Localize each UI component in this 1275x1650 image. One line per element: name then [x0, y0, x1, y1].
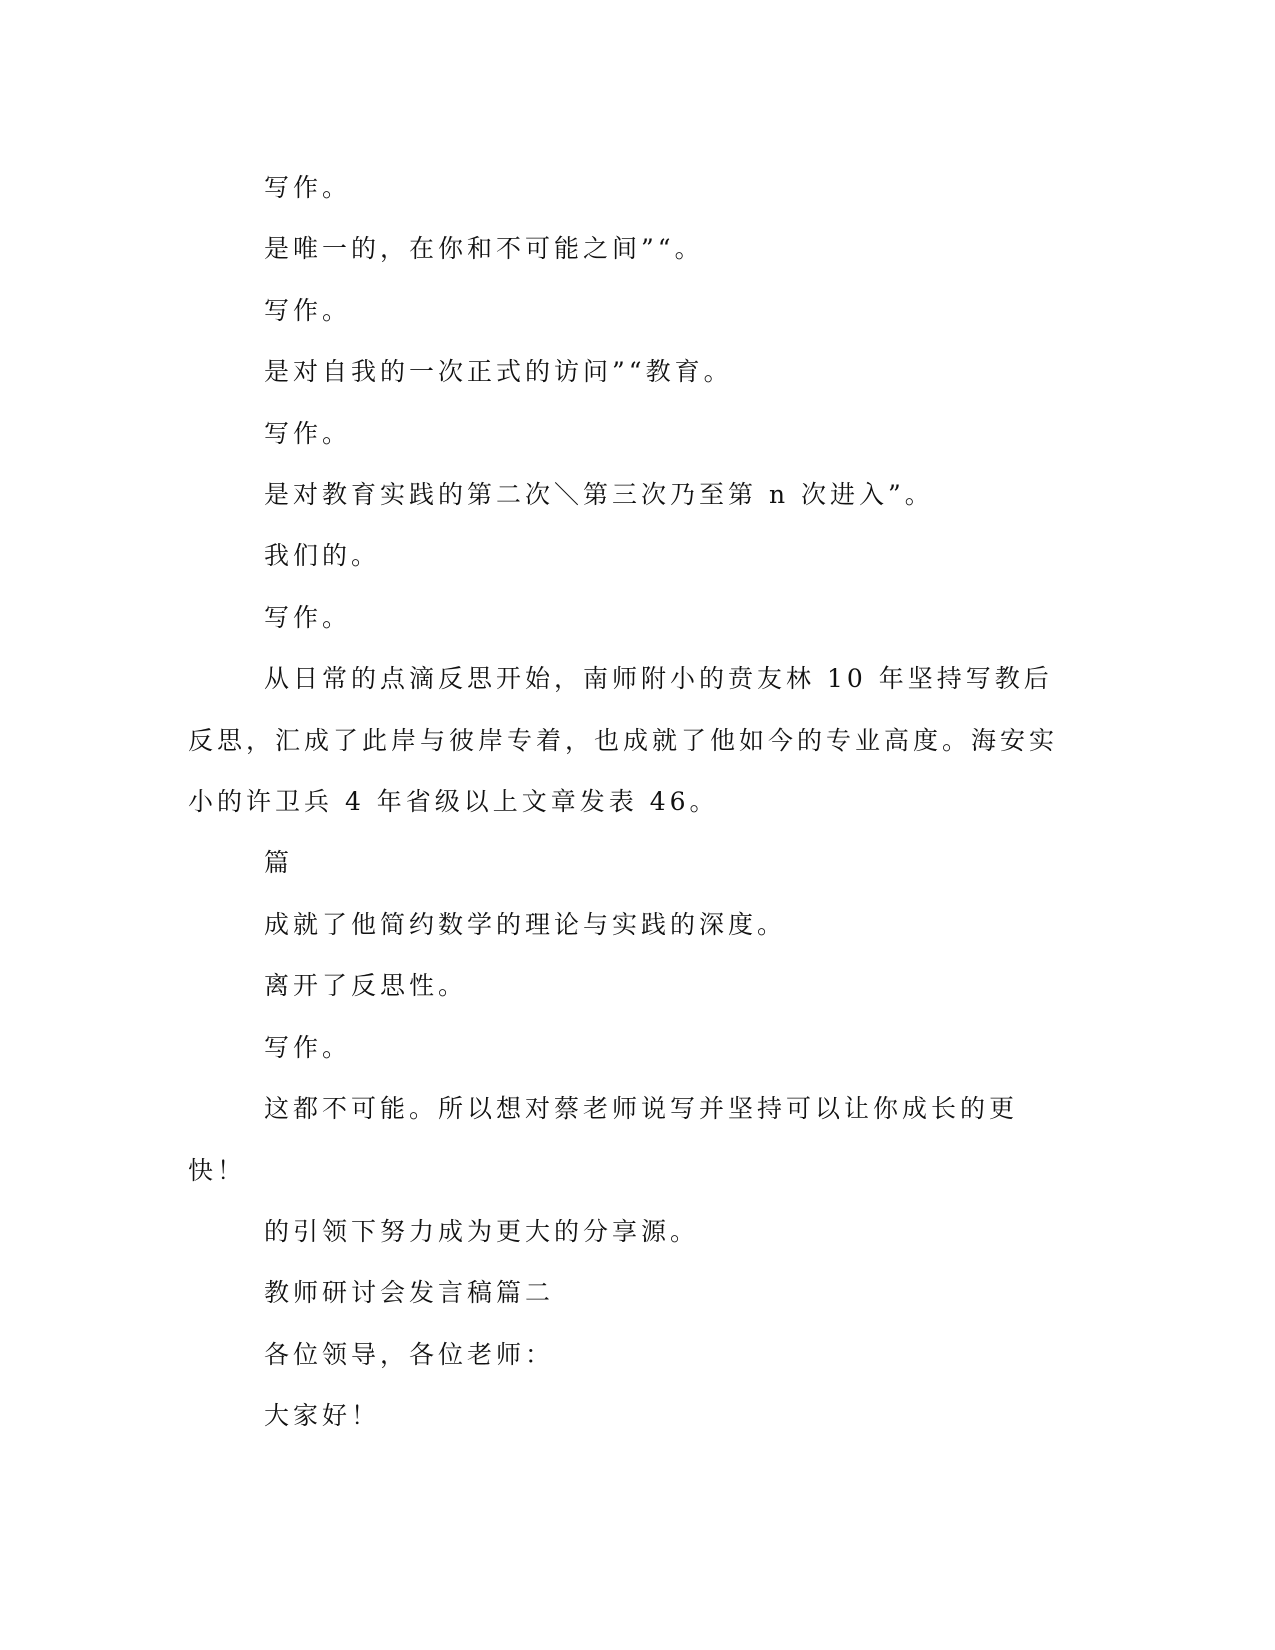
paragraph: 成就了他简约数学的理论与实践的深度。	[264, 909, 787, 939]
salutation: 各位领导，各位老师：	[264, 1339, 555, 1369]
paragraph: 是唯一的，在你和不可能之间”“。	[264, 234, 704, 264]
greeting: 大家好！	[264, 1401, 381, 1431]
paragraph: 是对教育实践的第二次＼第三次乃至第 n 次进入”。	[264, 480, 934, 510]
section-heading: 教师研讨会发言稿篇二	[264, 1278, 555, 1308]
paragraph: 写作。	[264, 173, 352, 202]
paragraph: 写作。	[264, 602, 352, 632]
paragraph: 这都不可能。所以想对蔡老师说写并坚持可以让你成长的更快！	[188, 1094, 1019, 1185]
paragraph: 写作。	[264, 295, 352, 325]
paragraph: 的引领下努力成为更大的分享源。	[264, 1216, 700, 1246]
paragraph: 篇	[264, 848, 294, 878]
paragraph: 写作。	[264, 418, 352, 448]
paragraph: 离开了反思性。	[264, 971, 468, 1001]
paragraph: 是对自我的一次正式的访问”“教育。	[264, 357, 733, 387]
paragraph: 从日常的点滴反思开始，南师附小的贲友林 10 年坚持写教后反思，汇成了此岸与彼岸专着，也成就了他如今的专业高度。海安实小的许卫兵 4 年省级以上文章发表 46。	[188, 664, 1059, 817]
document-body	[188, 157, 1068, 1447]
paragraph: 写作。	[264, 1032, 352, 1062]
paragraph: 我们的。	[264, 541, 381, 571]
